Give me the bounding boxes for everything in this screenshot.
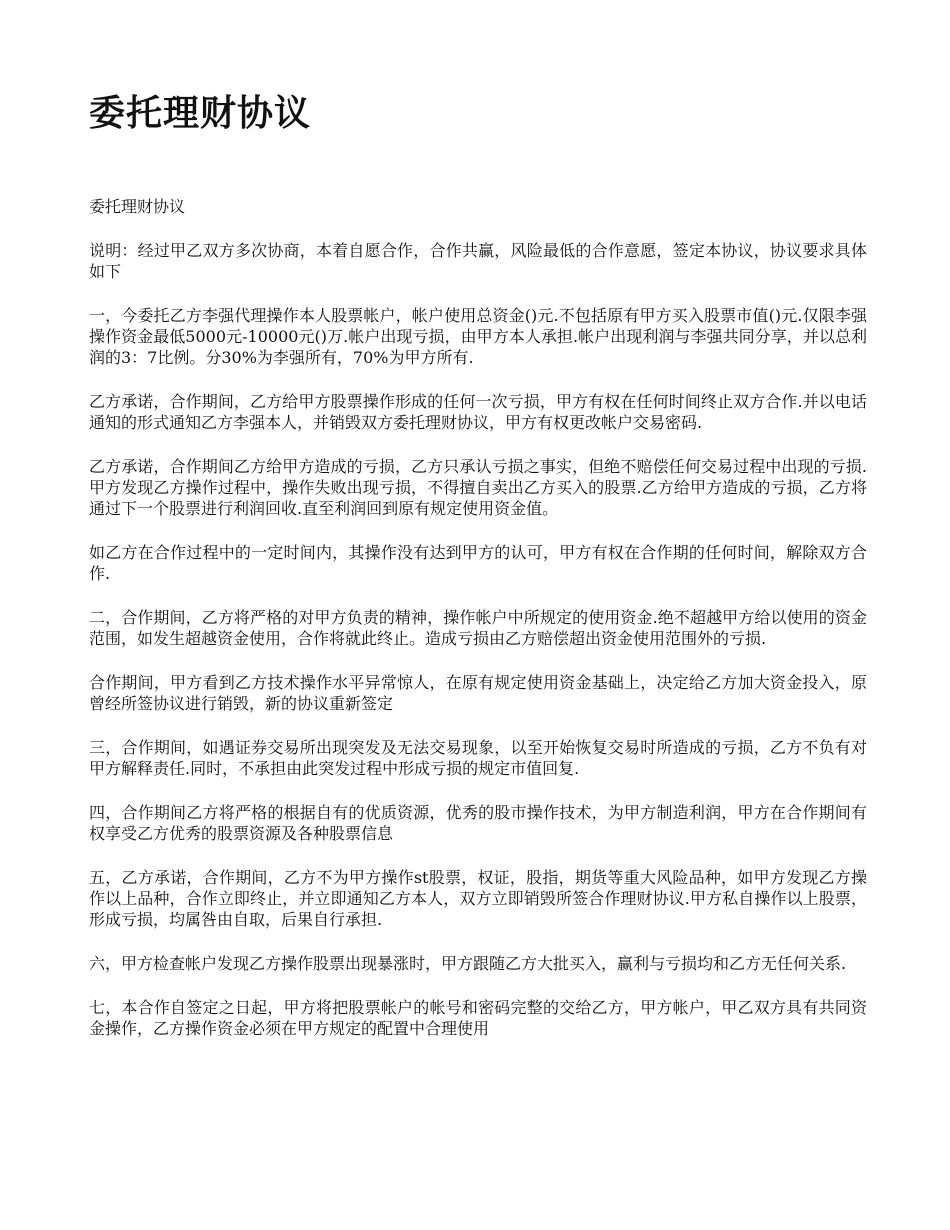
body-paragraph: 五，乙方承诺，合作期间，乙方不为甲方操作st股票，权证，股指，期货等重大风险品种，如甲方发现乙方操作以上品种，合作立即终止，并立即通知乙方本人，双方立即销毁所签合作理财协议.甲方私自操作以上股票，形成亏损，均属咎由自取，后果自行承担. (89, 868, 867, 929)
body-paragraph: 说明：经过甲乙双方多次协商，本着自愿合作，合作共赢，风险最低的合作意愿，签定本协议，协议要求具体如下 (89, 241, 867, 281)
body-paragraph: 三，合作期间，如遇证券交易所出现突发及无法交易现象，以至开始恢复交易时所造成的亏损，乙方不负有对甲方解释责任.同时，不承担由此突发过程中形成亏损的规定市值回复. (89, 738, 867, 778)
body-paragraph: 四，合作期间乙方将严格的根据自有的优质资源，优秀的股市操作技术，为甲方制造利润，甲方在合作期间有权享受乙方优秀的股票资源及各种股票信息 (89, 803, 867, 843)
body-paragraph: 如乙方在合作过程中的一定时间内，其操作没有达到甲方的认可，甲方有权在合作期的任何时间，解除双方合作. (89, 543, 867, 583)
body-paragraph: 委托理财协议 (89, 197, 186, 216)
body-paragraph: 二，合作期间，乙方将严格的对甲方负责的精神，操作帐户中所规定的使用资金.绝不超越甲方给以使用的资金范围，如发生超越资金使用，合作将就此终止。造成亏损由乙方赔偿超出资金使用范围外的亏损. (89, 608, 867, 648)
body-paragraph: 七，本合作自签定之日起，甲方将把股票帐户的帐号和密码完整的交给乙方，甲方帐户，甲乙双方具有共同资金操作，乙方操作资金必须在甲方规定的配置中合理使用 (89, 998, 867, 1038)
body-paragraph: 一，今委托乙方李强代理操作本人股票帐户，帐户使用总资金()元.不包括原有甲方买入股票市值()元.仅限李强操作资金最低5000元-10000元()万.帐户出现亏损，由甲方本人承担.帐户出现利润与李强共同分享，并以总利润的3：7比例。分30%为李强所有，70%为甲方所有. (89, 306, 867, 367)
document-title: 委托理财协议 (89, 93, 312, 134)
document-body (89, 196, 867, 1039)
body-paragraph: 合作期间，甲方看到乙方技术操作水平异常惊人，在原有规定使用资金基础上，决定给乙方加大资金投入，原曾经所签协议进行销毁，新的协议重新签定 (89, 673, 867, 713)
body-paragraph: 六，甲方检查帐户发现乙方操作股票出现暴涨时，甲方跟随乙方大批买入，赢利与亏损均和乙方无任何关系. (89, 954, 847, 973)
body-paragraph: 乙方承诺，合作期间，乙方给甲方股票操作形成的任何一次亏损，甲方有权在任何时间终止双方合作.并以电话通知的形式通知乙方李强本人，并销毁双方委托理财协议，甲方有权更改帐户交易密码. (89, 392, 867, 432)
body-paragraph: 乙方承诺，合作期间乙方给甲方造成的亏损，乙方只承认亏损之事实，但绝不赔偿任何交易过程中出现的亏损.甲方发现乙方操作过程中，操作失败出现亏损，不得擅自卖出乙方买入的股票.乙方给甲方造成的亏损，乙方将通过下一个股票进行利润回收.直至利润回到原有规定使用资金值。 (89, 457, 867, 518)
document-page (89, 88, 867, 1062)
